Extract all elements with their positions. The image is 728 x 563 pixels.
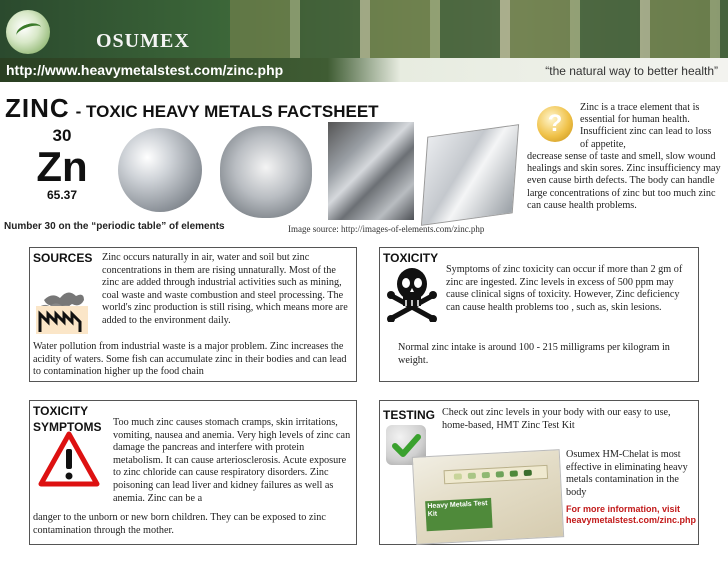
symptoms-text-1: Too much zinc causes stomach cramps, skin irritations, vomiting, nausea and anemia. Very high levels of zinc can damage the pancreas and interfere with protein metabolism. It can cause arteriosclerosis. Acute exposure to zinc chloride can cause respiratory disorders. Zinc poisoning can lead liver and kidney failures as well as anemia. Zinc can be a	[113, 417, 351, 504]
warning-icon	[38, 431, 100, 487]
element-symbol: Zn	[36, 143, 88, 190]
sources-text-2: Water pollution from industrial waste is a major problem. Zinc increases the acidity of waters. Some fish can accumulate zinc in their bodies and can lead to contamination higher up the food chain	[33, 341, 347, 378]
factory-icon	[36, 274, 88, 334]
sources-box	[29, 247, 357, 382]
intro-text-top: Zinc is a trace element that is essential for human health. Insufficient zinc can lead to loss of appetite,	[580, 102, 712, 150]
toxicity-heading: TOXICITY	[383, 251, 439, 265]
brand-name: OSUMEX	[96, 30, 190, 52]
symptoms-heading-2: SYMPTOMS	[33, 420, 102, 434]
page-url[interactable]: http://www.heavymetalstest.com/zinc.php	[6, 62, 284, 78]
kit-dot	[496, 471, 504, 477]
testing-text-1: Check out zinc levels in your body with our easy to use, home-based, HMT Zinc Test Kit	[442, 407, 671, 431]
kit-dot	[524, 470, 532, 476]
question-icon: ?	[537, 106, 573, 142]
title-zinc: ZINC	[5, 93, 70, 123]
testing-heading: TESTING	[383, 408, 436, 422]
toxicity-text-2: Normal zinc intake is around 100 - 215 milligrams per kilogram in weight.	[398, 342, 670, 366]
sources-heading: SOURCES	[33, 251, 93, 265]
test-kit-photo	[412, 449, 564, 545]
testing-box	[379, 400, 699, 545]
zinc-sample-photo-3	[328, 122, 414, 220]
kit-dot	[468, 473, 476, 479]
symptoms-text-2: danger to the unborn or new born children. They can be exposed to zinc contamination through the mother.	[33, 512, 326, 536]
atomic-number: 30	[52, 126, 72, 145]
kit-label: Heavy Metals Test Kit	[425, 498, 492, 531]
symptoms-heading-1: TOXICITY	[33, 404, 89, 418]
zinc-sample-photo-2	[220, 126, 312, 218]
kit-dot	[510, 470, 518, 476]
zinc-sample-photo-4	[421, 124, 519, 226]
toxicity-text-1: Symptoms of zinc toxicity can occur if more than 2 gm of zinc are ingested. Zinc levels in excess of 500 ppm may cause clinical signs of toxicity. However, Zinc deficiency can cause health problems too , such as, skin lesions.	[446, 264, 683, 313]
atomic-mass: 65.37	[46, 188, 78, 202]
tagline: “the natural way to better health”	[545, 64, 718, 78]
image-source-caption: Image source: http://images-of-elements.com/zinc.php	[288, 224, 485, 234]
periodic-table-caption: Number 30 on the “periodic table” of elements	[4, 221, 225, 232]
symptoms-box	[29, 400, 357, 545]
banner-photo-strip	[230, 0, 728, 62]
page-title	[5, 93, 379, 124]
osumex-logo	[6, 10, 50, 54]
skull-icon	[386, 262, 438, 322]
testing-text-2: Osumex HM-Chelat is most effective in eliminating heavy metals contamination in the body	[566, 449, 688, 498]
periodic-element-tile	[30, 124, 94, 212]
title-subtitle: - TOXIC HEAVY METALS FACTSHEET	[75, 102, 379, 121]
zinc-sample-photo-1	[118, 128, 202, 212]
kit-dot	[454, 473, 462, 479]
kit-dot	[482, 472, 490, 478]
sources-text-1: Zinc occurs naturally in air, water and soil but zinc concentrations in them are rising unnaturally. Most of the zinc are added through industrial activities such as mining, coal waste and waste combustion and steel processing. The world's zinc production is still rising, which means more are added to the environment daily.	[102, 252, 348, 326]
intro-text-bottom: decrease sense of taste and smell, slow wound healings and skin sores. Zinc insufficiency may even cause birth defects. The body can handle large concentrations of zinc but too much zinc can cause health problems.	[527, 151, 721, 211]
more-info-link[interactable]: For more information, visit heavymetalstest.com/zinc.php	[566, 504, 697, 525]
toxicity-box	[379, 247, 699, 382]
